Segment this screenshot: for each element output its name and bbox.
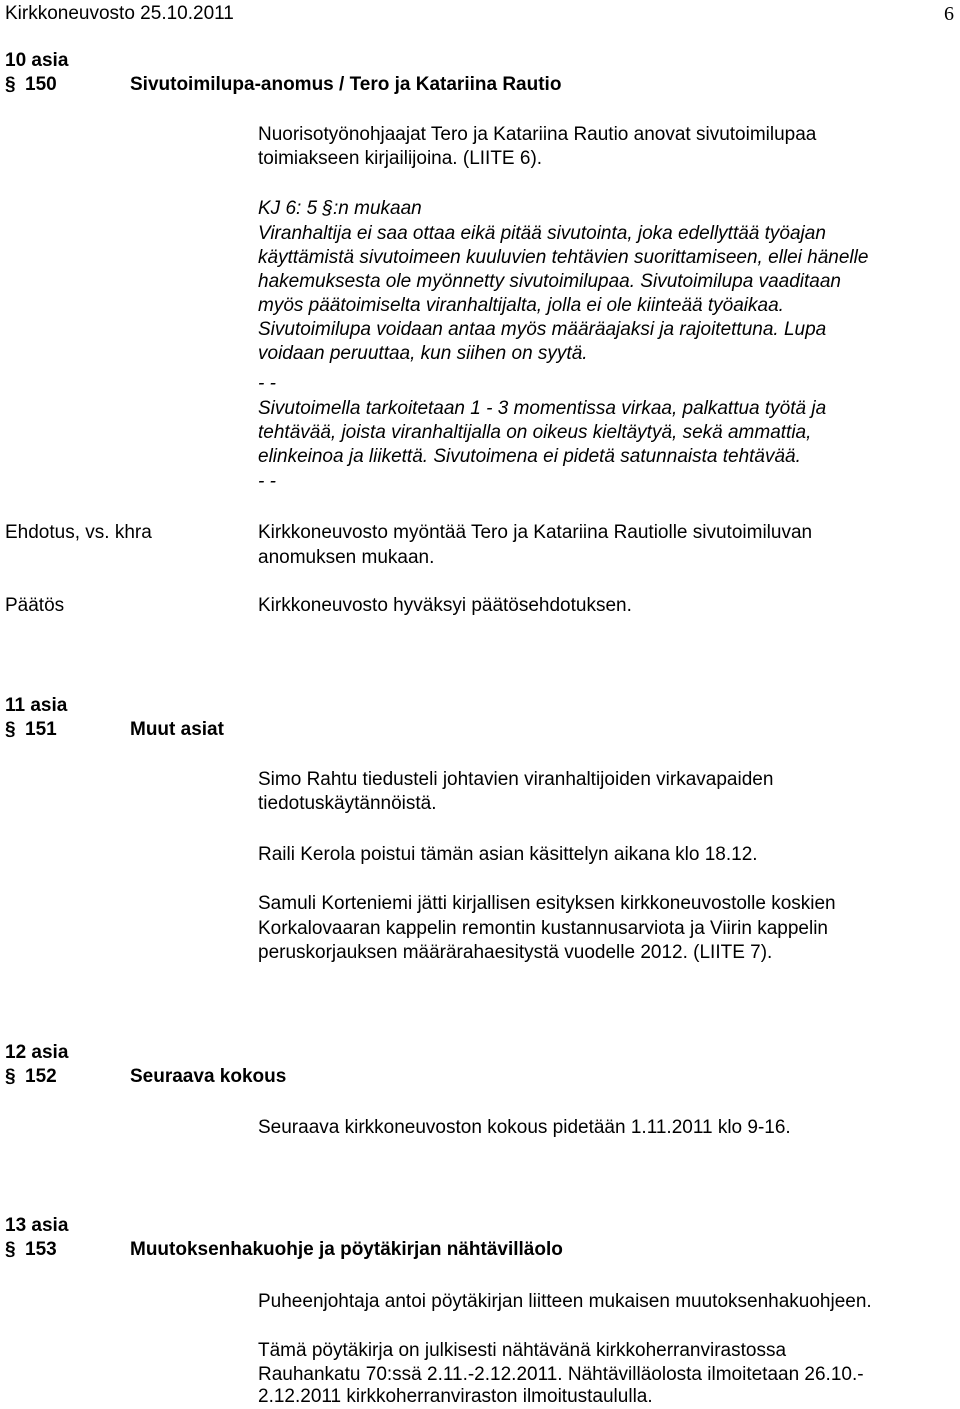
law-quote-line: Viranhaltija ei saa ottaa eikä pitää sivutointa, joka edellyttää työajan bbox=[258, 223, 826, 244]
item-150-title: Sivutoimilupa-anomus / Tero ja Katariina Rautio bbox=[130, 74, 562, 95]
law-quote-line: myös päätoimiselta viranhaltijalta, jolla ei ole kiinteää työaikaa. bbox=[258, 295, 784, 316]
item-150-number bbox=[5, 73, 57, 97]
law-quote-line: elinkeinoa ja liikettä. Sivutoimena ei pidetä satunnaista tehtävää. bbox=[258, 446, 801, 467]
law-quote-separator: - - bbox=[258, 471, 276, 492]
law-quote-line: Sivutoimella tarkoitetaan 1 - 3 momentissa virkaa, palkattua työtä ja bbox=[258, 398, 827, 419]
paragraph-line: Samuli Korteniemi jätti kirjallisen esityksen kirkkoneuvostolle koskien bbox=[258, 893, 836, 914]
law-quote-heading: KJ 6: 5 §:n mukaan bbox=[258, 198, 422, 219]
item-number: 150 bbox=[25, 74, 57, 95]
paragraph-line: tiedotuskäytännöistä. bbox=[258, 793, 437, 814]
proposal-line: Kirkkoneuvosto myöntää Tero ja Katariina Rautiolle sivutoimiluvan bbox=[258, 522, 813, 543]
item-number: 151 bbox=[25, 719, 57, 740]
document-header: Kirkkoneuvosto 25.10.2011 bbox=[5, 3, 234, 24]
item-11-asia: 11 asia bbox=[5, 695, 68, 716]
paragraph-line: 2.12.2011 kirkkoherranviraston ilmoitustaululla. bbox=[258, 1386, 653, 1407]
paragraph-line: Simo Rahtu tiedusteli johtavien viranhaltijoiden virkavapaiden bbox=[258, 769, 774, 790]
item-151-title: Muut asiat bbox=[130, 719, 224, 740]
item-151-number bbox=[5, 718, 57, 742]
law-quote-line: tehtävää, joista viranhaltijalla on oikeus kieltäytyä, sekä ammattia, bbox=[258, 422, 812, 443]
item-10-asia: 10 asia bbox=[5, 50, 69, 71]
item-12-asia: 12 asia bbox=[5, 1042, 69, 1063]
item-number: 153 bbox=[25, 1239, 57, 1260]
paragraph-line: Korkalovaaran kappelin remontin kustannusarviota ja Viirin kappelin bbox=[258, 918, 828, 939]
item-152-number bbox=[5, 1065, 57, 1089]
item-152-title: Seuraava kokous bbox=[130, 1066, 287, 1087]
paragraph-line: Raili Kerola poistui tämän asian käsittelyn aikana klo 18.12. bbox=[258, 844, 758, 865]
item-number: 152 bbox=[25, 1066, 57, 1087]
paragraph-line: Seuraava kirkkoneuvoston kokous pidetään 1.11.2011 klo 9-16. bbox=[258, 1117, 791, 1138]
decision-label: Päätös bbox=[5, 595, 65, 616]
paragraph-line: Tämä pöytäkirja on julkisesti nähtävänä kirkkoherranvirastossa bbox=[258, 1340, 787, 1361]
law-quote-line: käyttämistä sivutoimeen kuuluvien tehtävien suorittamiseen, ellei hänelle bbox=[258, 247, 869, 268]
item-13-asia: 13 asia bbox=[5, 1215, 69, 1236]
law-quote-line: voidaan peruuttaa, kun siihen on syytä. bbox=[258, 343, 588, 364]
item-153-title: Muutoksenhakuohje ja pöytäkirjan nähtävilläolo bbox=[130, 1239, 563, 1260]
paragraph-line: Puheenjohtaja antoi pöytäkirjan liitteen mukaisen muutoksenhakuohjeen. bbox=[258, 1291, 872, 1312]
section-symbol: § bbox=[5, 1066, 16, 1087]
paragraph-line: Rauhankatu 70:ssä 2.11.-2.12.2011. Nähtävilläolosta ilmoitetaan 26.10.- bbox=[258, 1364, 864, 1385]
section-symbol: § bbox=[5, 74, 16, 95]
section-symbol: § bbox=[5, 1239, 16, 1260]
law-quote-separator: - - bbox=[258, 373, 276, 394]
decision-text: Kirkkoneuvosto hyväksyi päätösehdotuksen. bbox=[258, 595, 632, 616]
proposal-label: Ehdotus, vs. khra bbox=[5, 522, 152, 543]
item-153-number bbox=[5, 1238, 57, 1262]
law-quote-line: hakemuksesta ole myönnetty sivutoimilupaa. Sivutoimilupa vaaditaan bbox=[258, 271, 841, 292]
page-number: 6 bbox=[944, 3, 954, 25]
proposal-line: anomuksen mukaan. bbox=[258, 547, 435, 568]
law-quote-line: Sivutoimilupa voidaan antaa myös määräajaksi ja rajoitettuna. Lupa bbox=[258, 319, 827, 340]
item-150-intro-line: toimiakseen kirjailijoina. (LIITE 6). bbox=[258, 148, 543, 169]
section-symbol: § bbox=[5, 719, 16, 740]
item-150-intro-line: Nuorisotyönohjaajat Tero ja Katariina Rautio anovat sivutoimilupaa bbox=[258, 124, 817, 145]
paragraph-line: peruskorjauksen määrärahaesitystä vuodelle 2012. (LIITE 7). bbox=[258, 942, 773, 963]
